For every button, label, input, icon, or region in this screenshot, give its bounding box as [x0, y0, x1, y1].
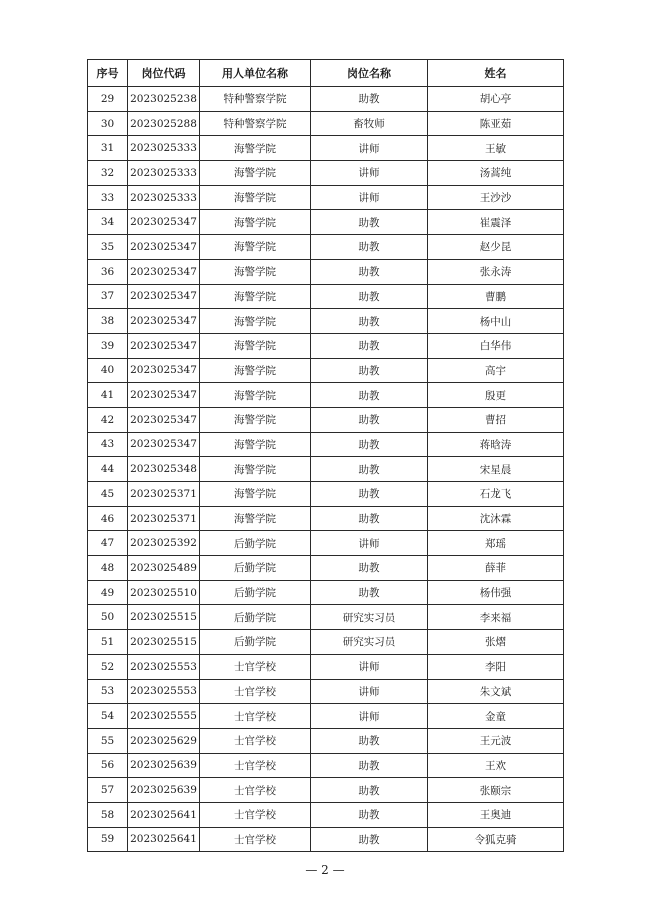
cell-post-name: 助教 — [311, 309, 428, 334]
cell-seq: 47 — [88, 531, 128, 556]
cell-seq: 46 — [88, 506, 128, 531]
cell-person-name: 金童 — [428, 704, 564, 729]
cell-seq: 33 — [88, 185, 128, 210]
table-row — [88, 383, 564, 408]
cell-post-code: 2023025489 — [128, 556, 200, 581]
cell-employer: 后勤学院 — [200, 580, 311, 605]
cell-person-name: 沈沐霖 — [428, 506, 564, 531]
cell-post-name: 助教 — [311, 333, 428, 358]
cell-seq: 51 — [88, 630, 128, 655]
cell-post-name: 助教 — [311, 259, 428, 284]
table-row — [88, 753, 564, 778]
cell-post-code: 2023025333 — [128, 185, 200, 210]
table-row — [88, 432, 564, 457]
cell-post-code: 2023025639 — [128, 753, 200, 778]
page-number: — 2 — — [305, 863, 345, 877]
cell-post-name: 助教 — [311, 827, 428, 852]
cell-employer: 士官学校 — [200, 753, 311, 778]
cell-employer: 海警学院 — [200, 136, 311, 161]
cell-post-code: 2023025510 — [128, 580, 200, 605]
cell-employer: 士官学校 — [200, 802, 311, 827]
cell-person-name: 朱文斌 — [428, 679, 564, 704]
cell-seq: 44 — [88, 457, 128, 482]
cell-employer: 后勤学院 — [200, 531, 311, 556]
cell-post-name: 助教 — [311, 778, 428, 803]
cell-seq: 59 — [88, 827, 128, 852]
cell-seq: 41 — [88, 383, 128, 408]
cell-post-name: 助教 — [311, 284, 428, 309]
cell-post-name: 讲师 — [311, 654, 428, 679]
cell-person-name: 王欢 — [428, 753, 564, 778]
cell-employer: 海警学院 — [200, 407, 311, 432]
cell-employer: 海警学院 — [200, 432, 311, 457]
cell-employer: 海警学院 — [200, 185, 311, 210]
cell-employer: 后勤学院 — [200, 605, 311, 630]
cell-person-name: 杨伟强 — [428, 580, 564, 605]
table-row — [88, 457, 564, 482]
cell-employer: 特种警察学院 — [200, 111, 311, 136]
cell-seq: 53 — [88, 679, 128, 704]
table-row — [88, 778, 564, 803]
cell-post-name: 助教 — [311, 457, 428, 482]
cell-post-code: 2023025639 — [128, 778, 200, 803]
cell-post-code: 2023025515 — [128, 605, 200, 630]
cell-employer: 海警学院 — [200, 235, 311, 260]
cell-seq: 45 — [88, 482, 128, 507]
cell-seq: 30 — [88, 111, 128, 136]
table-row — [88, 506, 564, 531]
cell-employer: 海警学院 — [200, 333, 311, 358]
table-row — [88, 210, 564, 235]
table-row — [88, 407, 564, 432]
cell-seq: 38 — [88, 309, 128, 334]
cell-employer: 海警学院 — [200, 457, 311, 482]
cell-post-name: 助教 — [311, 580, 428, 605]
cell-post-code: 2023025333 — [128, 136, 200, 161]
cell-post-name: 助教 — [311, 210, 428, 235]
cell-post-code: 2023025392 — [128, 531, 200, 556]
cell-post-code: 2023025347 — [128, 235, 200, 260]
cell-employer: 士官学校 — [200, 827, 311, 852]
cell-person-name: 胡心亭 — [428, 87, 564, 112]
cell-post-code: 2023025553 — [128, 654, 200, 679]
cell-seq: 35 — [88, 235, 128, 260]
cell-post-name: 研究实习员 — [311, 630, 428, 655]
cell-post-code: 2023025347 — [128, 432, 200, 457]
cell-person-name: 白华伟 — [428, 333, 564, 358]
cell-post-name: 助教 — [311, 432, 428, 457]
cell-person-name: 殷更 — [428, 383, 564, 408]
cell-post-name: 助教 — [311, 728, 428, 753]
table-row — [88, 333, 564, 358]
cell-post-code: 2023025371 — [128, 482, 200, 507]
cell-employer: 海警学院 — [200, 259, 311, 284]
header-seq: 序号 — [88, 60, 128, 87]
cell-seq: 34 — [88, 210, 128, 235]
cell-post-name: 助教 — [311, 506, 428, 531]
table-row — [88, 679, 564, 704]
cell-post-name: 讲师 — [311, 136, 428, 161]
cell-seq: 37 — [88, 284, 128, 309]
cell-person-name: 令狐克骑 — [428, 827, 564, 852]
cell-post-name: 讲师 — [311, 161, 428, 186]
table-row — [88, 802, 564, 827]
table-row — [88, 556, 564, 581]
cell-post-name: 助教 — [311, 87, 428, 112]
table-row — [88, 235, 564, 260]
cell-person-name: 汤蒿纯 — [428, 161, 564, 186]
cell-employer: 特种警察学院 — [200, 87, 311, 112]
header-person-name: 姓名 — [428, 60, 564, 87]
cell-employer: 海警学院 — [200, 506, 311, 531]
cell-post-code: 2023025347 — [128, 309, 200, 334]
table-row — [88, 531, 564, 556]
cell-post-code: 2023025333 — [128, 161, 200, 186]
cell-person-name: 张颐宗 — [428, 778, 564, 803]
cell-post-code: 2023025347 — [128, 358, 200, 383]
cell-post-code: 2023025515 — [128, 630, 200, 655]
cell-seq: 56 — [88, 753, 128, 778]
cell-person-name: 王元波 — [428, 728, 564, 753]
cell-employer: 士官学校 — [200, 728, 311, 753]
table-row — [88, 580, 564, 605]
cell-seq: 52 — [88, 654, 128, 679]
table-row — [88, 185, 564, 210]
cell-person-name: 蒋晗涛 — [428, 432, 564, 457]
cell-person-name: 王敏 — [428, 136, 564, 161]
cell-post-name: 助教 — [311, 383, 428, 408]
table-row — [88, 630, 564, 655]
cell-post-name: 助教 — [311, 358, 428, 383]
table-row — [88, 704, 564, 729]
cell-seq: 32 — [88, 161, 128, 186]
cell-post-name: 研究实习员 — [311, 605, 428, 630]
table-row — [88, 111, 564, 136]
roster-table — [87, 59, 564, 852]
cell-seq: 43 — [88, 432, 128, 457]
cell-person-name: 张熠 — [428, 630, 564, 655]
table-header-row — [88, 60, 564, 87]
cell-employer: 士官学校 — [200, 679, 311, 704]
cell-seq: 49 — [88, 580, 128, 605]
cell-post-code: 2023025553 — [128, 679, 200, 704]
cell-person-name: 曹招 — [428, 407, 564, 432]
cell-post-name: 讲师 — [311, 679, 428, 704]
cell-person-name: 张永涛 — [428, 259, 564, 284]
cell-post-name: 讲师 — [311, 185, 428, 210]
table-row — [88, 309, 564, 334]
cell-seq: 54 — [88, 704, 128, 729]
header-employer: 用人单位名称 — [200, 60, 311, 87]
cell-person-name: 曹鹏 — [428, 284, 564, 309]
cell-seq: 42 — [88, 407, 128, 432]
cell-person-name: 石龙飞 — [428, 482, 564, 507]
table-row — [88, 827, 564, 852]
cell-post-name: 讲师 — [311, 531, 428, 556]
cell-employer: 海警学院 — [200, 482, 311, 507]
table-row — [88, 136, 564, 161]
cell-post-name: 讲师 — [311, 704, 428, 729]
cell-seq: 29 — [88, 87, 128, 112]
cell-post-name: 助教 — [311, 235, 428, 260]
cell-person-name: 李阳 — [428, 654, 564, 679]
cell-post-code: 2023025371 — [128, 506, 200, 531]
cell-person-name: 王奥迪 — [428, 802, 564, 827]
cell-post-code: 2023025348 — [128, 457, 200, 482]
table-row — [88, 605, 564, 630]
cell-employer: 海警学院 — [200, 383, 311, 408]
table-row — [88, 259, 564, 284]
cell-person-name: 杨中山 — [428, 309, 564, 334]
table-row — [88, 654, 564, 679]
cell-seq: 40 — [88, 358, 128, 383]
cell-post-name: 助教 — [311, 753, 428, 778]
table-row — [88, 728, 564, 753]
table-row — [88, 284, 564, 309]
cell-employer: 海警学院 — [200, 284, 311, 309]
cell-employer: 士官学校 — [200, 704, 311, 729]
cell-post-code: 2023025347 — [128, 383, 200, 408]
cell-seq: 58 — [88, 802, 128, 827]
cell-seq: 39 — [88, 333, 128, 358]
cell-seq: 48 — [88, 556, 128, 581]
header-post-name: 岗位名称 — [311, 60, 428, 87]
cell-employer: 海警学院 — [200, 210, 311, 235]
cell-person-name: 陈亚茹 — [428, 111, 564, 136]
table-body — [88, 87, 564, 852]
cell-post-code: 2023025288 — [128, 111, 200, 136]
cell-seq: 57 — [88, 778, 128, 803]
cell-post-code: 2023025347 — [128, 210, 200, 235]
cell-employer: 后勤学院 — [200, 630, 311, 655]
cell-seq: 31 — [88, 136, 128, 161]
cell-post-code: 2023025629 — [128, 728, 200, 753]
cell-employer: 士官学校 — [200, 778, 311, 803]
cell-person-name: 王沙沙 — [428, 185, 564, 210]
table-row — [88, 87, 564, 112]
cell-employer: 海警学院 — [200, 309, 311, 334]
cell-post-code: 2023025555 — [128, 704, 200, 729]
cell-seq: 50 — [88, 605, 128, 630]
cell-post-code: 2023025641 — [128, 802, 200, 827]
cell-person-name: 郑瑶 — [428, 531, 564, 556]
table-row — [88, 482, 564, 507]
cell-employer: 士官学校 — [200, 654, 311, 679]
cell-post-code: 2023025641 — [128, 827, 200, 852]
cell-post-name: 助教 — [311, 556, 428, 581]
cell-person-name: 赵少昆 — [428, 235, 564, 260]
cell-post-code: 2023025238 — [128, 87, 200, 112]
cell-post-code: 2023025347 — [128, 407, 200, 432]
cell-employer: 后勤学院 — [200, 556, 311, 581]
cell-post-name: 助教 — [311, 802, 428, 827]
cell-person-name: 高宇 — [428, 358, 564, 383]
cell-seq: 36 — [88, 259, 128, 284]
cell-post-code: 2023025347 — [128, 333, 200, 358]
cell-employer: 海警学院 — [200, 161, 311, 186]
header-post-code: 岗位代码 — [128, 60, 200, 87]
cell-person-name: 薛菲 — [428, 556, 564, 581]
cell-employer: 海警学院 — [200, 358, 311, 383]
table-row — [88, 161, 564, 186]
cell-person-name: 崔震泽 — [428, 210, 564, 235]
cell-post-name: 助教 — [311, 407, 428, 432]
cell-person-name: 宋星晨 — [428, 457, 564, 482]
cell-seq: 55 — [88, 728, 128, 753]
table-row — [88, 358, 564, 383]
cell-post-name: 助教 — [311, 482, 428, 507]
cell-post-code: 2023025347 — [128, 259, 200, 284]
cell-post-name: 畜牧师 — [311, 111, 428, 136]
cell-person-name: 李来福 — [428, 605, 564, 630]
cell-post-code: 2023025347 — [128, 284, 200, 309]
